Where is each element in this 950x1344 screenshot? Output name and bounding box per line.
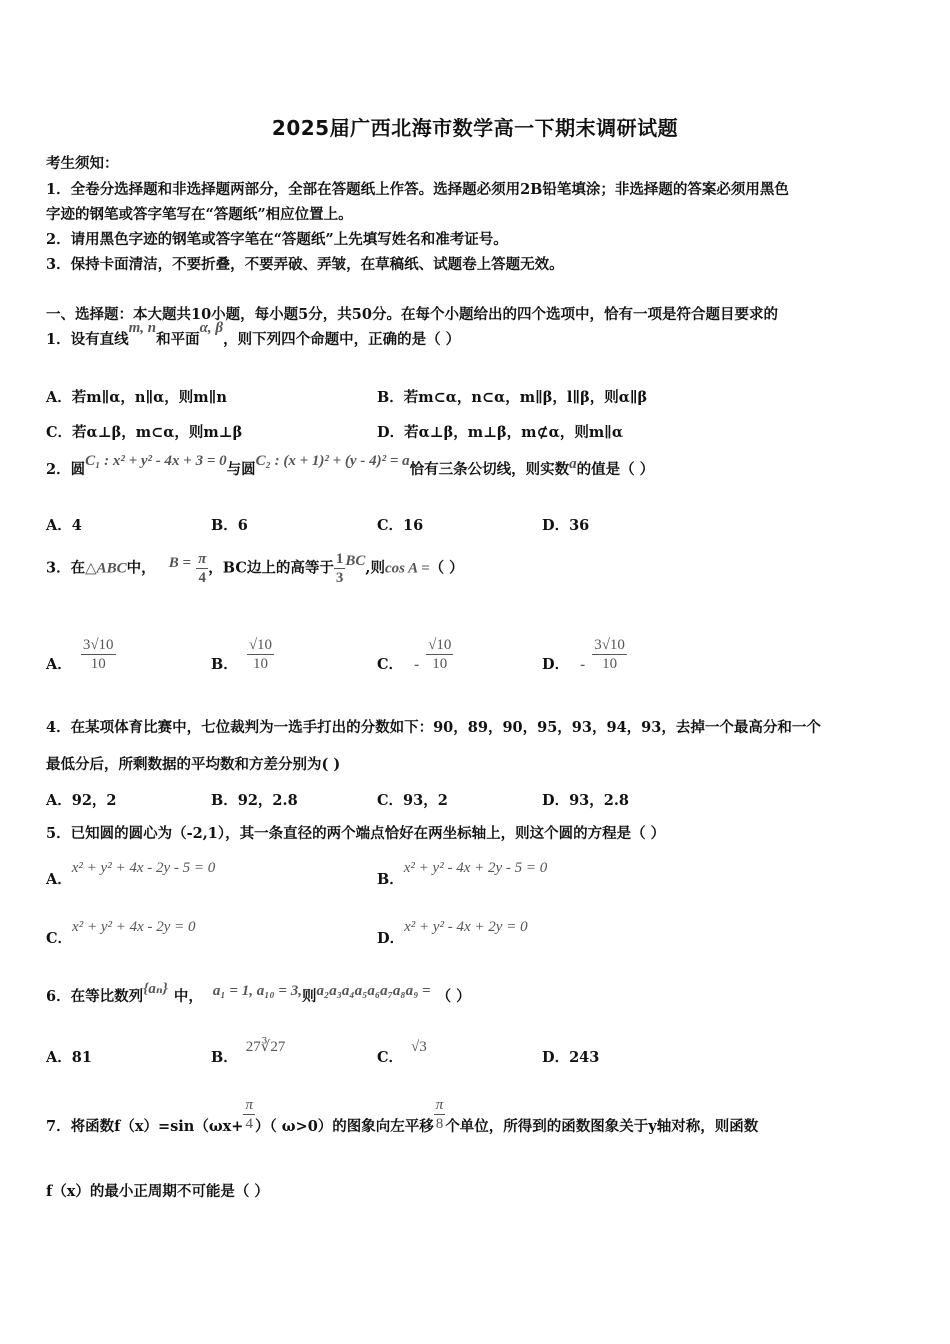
q6-text-2: 中， xyxy=(173,988,203,1005)
q3-angle-fraction xyxy=(196,550,208,587)
section-heading: 一、选择题：本大题共10小题，每小题5分，共50分。在每个小题给出的四个选项中，恰有一项是符合题目要求的 xyxy=(46,306,778,323)
q3-text-5: （ ） xyxy=(429,559,464,577)
question-2-stem xyxy=(46,453,655,479)
q7-shift-fraction xyxy=(434,1096,446,1133)
q1-lines-mn: m, n xyxy=(128,320,157,336)
q7-pi-2: π xyxy=(435,1097,444,1113)
q1-option-a[interactable]: A．若m∥α，n∥α，则m∥n xyxy=(46,389,227,406)
q6-sequence: {aₙ} xyxy=(143,981,168,997)
q3-option-c-den: 10 xyxy=(432,656,448,672)
q3-height-fraction xyxy=(334,550,346,587)
q7-text-3: 个单位，所得到的函数图象关于y轴对称，则函数 xyxy=(445,1117,759,1135)
q6-option-b-value: 27∛27 xyxy=(245,1039,286,1055)
q6-option-b-label: B． xyxy=(211,1049,238,1066)
q3-option-b-den: 10 xyxy=(252,656,268,672)
q5-option-a[interactable] xyxy=(46,856,216,888)
q3-option-c[interactable] xyxy=(377,636,453,673)
q3-option-b-num: √10 xyxy=(248,637,273,653)
q3-four: 4 xyxy=(198,570,206,586)
q2-circle-1-equation: C₁ : x² + y² - 4x + 3 = 0 xyxy=(85,453,227,469)
q3-option-c-label: C． xyxy=(377,655,404,673)
q6-product: a₂a₃a₄a₅a₆a₇a₈a₉ = xyxy=(316,983,431,999)
notice-item-1-line-2: 字迹的钢笔或答字笔写在“答题纸”相应位置上。 xyxy=(46,206,353,223)
q3-option-d-num: 3√10 xyxy=(594,637,625,653)
q3-option-a-num: 3√10 xyxy=(82,637,114,653)
q2-text-1: 2．圆 xyxy=(46,461,86,478)
q5-option-a-label: A． xyxy=(46,871,72,888)
q7-text-1: 7．将函数f（x）=sin（ωx+ xyxy=(46,1117,244,1135)
q2-option-a[interactable]: A．4 xyxy=(46,517,82,534)
question-7-line-2: f（x）的最小正周期不可能是（ ） xyxy=(46,1183,269,1200)
q6-option-c-value: √3 xyxy=(411,1039,427,1055)
q3-option-a[interactable] xyxy=(46,636,116,673)
q3-one: 1 xyxy=(335,551,344,567)
question-4-line-1: 4．在某项体育比赛中，七位裁判为一选手打出的分数如下：90，89，90，95，93，94，93，去掉一个最高分和一个 xyxy=(46,719,821,736)
q7-eight: 8 xyxy=(435,1116,444,1132)
q1-planes-ab: α, β xyxy=(199,320,224,336)
q3-triangle: △ABC xyxy=(85,560,127,577)
q3-text-2: 中， xyxy=(126,559,156,577)
q6-option-b[interactable] xyxy=(211,1035,286,1066)
q5-option-d-equation: x² + y² - 4x + 2y = 0 xyxy=(404,919,528,935)
question-6-stem xyxy=(46,981,471,1006)
page-title: 2025届广西北海市数学高一下期末调研试题 xyxy=(271,116,679,140)
question-5-stem: 5．已知圆的圆心为（-2,1），其一条直径的两个端点恰好在两坐标轴上，则这个圆的方程是（ ） xyxy=(46,825,666,842)
q3-option-d-den: 10 xyxy=(602,656,618,672)
q6-text-1: 6．在等比数列 xyxy=(46,988,144,1005)
q5-option-c[interactable] xyxy=(46,915,196,947)
q3-option-b-label: B． xyxy=(211,655,238,673)
q3-option-d-fraction xyxy=(592,636,627,673)
q6-option-c[interactable] xyxy=(377,1035,427,1066)
q6-option-c-label: C． xyxy=(377,1049,404,1066)
q2-option-c[interactable]: C．16 xyxy=(377,517,424,534)
notice-heading: 考生须知： xyxy=(46,155,119,172)
q3-text-4: ,则 xyxy=(365,559,385,577)
question-1-stem xyxy=(46,320,461,349)
q4-option-b[interactable]: B．92，2.8 xyxy=(211,792,298,809)
q4-option-d[interactable]: D．93，2.8 xyxy=(542,792,629,809)
q3-three: 3 xyxy=(335,570,344,586)
q3-angle-b: B = xyxy=(168,554,192,571)
q5-option-d[interactable] xyxy=(377,915,528,947)
question-4-line-2: 最低分后，所剩数据的平均数和方差分别为( ) xyxy=(46,756,341,773)
q3-option-c-fraction xyxy=(426,636,453,673)
q4-option-c[interactable]: C．93，2 xyxy=(377,792,448,809)
q3-option-d-minus: - xyxy=(580,656,586,673)
q1-text-2: 和平面 xyxy=(156,331,200,348)
q3-option-c-minus: - xyxy=(414,656,420,673)
q3-text-1: 3．在 xyxy=(46,559,86,577)
q3-option-a-den: 10 xyxy=(90,656,106,672)
q1-text-3: ，则下列四个命题中，正确的是（ ） xyxy=(223,331,461,348)
q2-option-b[interactable]: B．6 xyxy=(211,517,248,534)
q5-option-b-label: B． xyxy=(377,871,404,888)
q4-option-a[interactable]: A．92，2 xyxy=(46,792,117,809)
q6-condition: a₁ = 1, a₁₀ = 3, xyxy=(212,983,302,999)
q3-option-b[interactable] xyxy=(211,636,274,673)
q7-pi: π xyxy=(245,1097,253,1113)
q7-four: 4 xyxy=(245,1116,253,1132)
q3-bc: BC xyxy=(345,552,366,569)
notice-item-3: 3．保持卡面清洁，不要折叠，不要弄破、弄皱，在草稿纸、试题卷上答题无效。 xyxy=(46,256,564,273)
q3-text-3: ，BC边上的高等于 xyxy=(208,559,334,577)
q1-text-1: 1．设有直线 xyxy=(46,331,129,348)
q2-option-d[interactable]: D．36 xyxy=(542,517,590,534)
q3-cos-a: cos A = xyxy=(384,560,430,577)
q5-option-c-equation: x² + y² + 4x - 2y = 0 xyxy=(72,919,196,935)
q1-option-c[interactable]: C．若α⊥β，m⊂α，则m⊥β xyxy=(46,424,243,441)
q5-option-a-equation: x² + y² + 4x - 2y - 5 = 0 xyxy=(71,860,216,876)
q1-option-b[interactable]: B．若m⊂α，n⊂α，m∥β，l∥β，则α∥β xyxy=(377,389,648,406)
q2-text-4: 的值是（ ） xyxy=(576,461,655,478)
q2-text-3: 恰有三条公切线，则实数 xyxy=(409,461,570,478)
q6-option-d[interactable]: D．243 xyxy=(542,1049,600,1066)
notice-item-2: 2．请用黑色字迹的钢笔或答字笔在“答题纸”上先填写姓名和准考证号。 xyxy=(46,231,508,248)
q5-option-b[interactable] xyxy=(377,856,548,888)
q2-text-2: 与圆 xyxy=(226,461,256,478)
q6-text-4: （ ） xyxy=(436,988,471,1005)
q5-option-b-equation: x² + y² - 4x + 2y - 5 = 0 xyxy=(403,860,548,876)
q3-option-a-fraction xyxy=(81,636,116,673)
q2-variable-a: a xyxy=(569,456,577,472)
q3-option-a-label: A． xyxy=(46,655,72,673)
question-7-stem xyxy=(46,1096,758,1133)
q6-option-a[interactable]: A．81 xyxy=(46,1049,92,1066)
q5-option-d-label: D． xyxy=(377,930,405,947)
q7-text-2: ）（ ω>0）的图象向左平移 xyxy=(254,1117,434,1135)
q5-option-c-label: C． xyxy=(46,930,73,947)
q3-option-b-fraction xyxy=(247,636,274,673)
q3-option-c-num: √10 xyxy=(428,637,452,653)
q3-option-d-label: D． xyxy=(542,655,570,673)
q3-pi: π xyxy=(198,551,207,567)
q2-circle-2-equation: C₂ : (x + 1)² + (y - 4)² = a xyxy=(255,453,410,469)
q3-option-d[interactable] xyxy=(542,636,627,673)
question-3-stem xyxy=(46,550,464,587)
notice-item-1-line-1: 1．全卷分选择题和非选择题两部分，全部在答题纸上作答。选择题必须用2B铅笔填涂；非选择题的答案必须用黑色 xyxy=(46,181,789,198)
q1-option-d[interactable]: D．若α⊥β，m⊥β，m⊄α，则m∥α xyxy=(377,424,623,441)
q6-text-3: 则 xyxy=(301,988,317,1005)
q7-phase-fraction xyxy=(243,1096,255,1133)
